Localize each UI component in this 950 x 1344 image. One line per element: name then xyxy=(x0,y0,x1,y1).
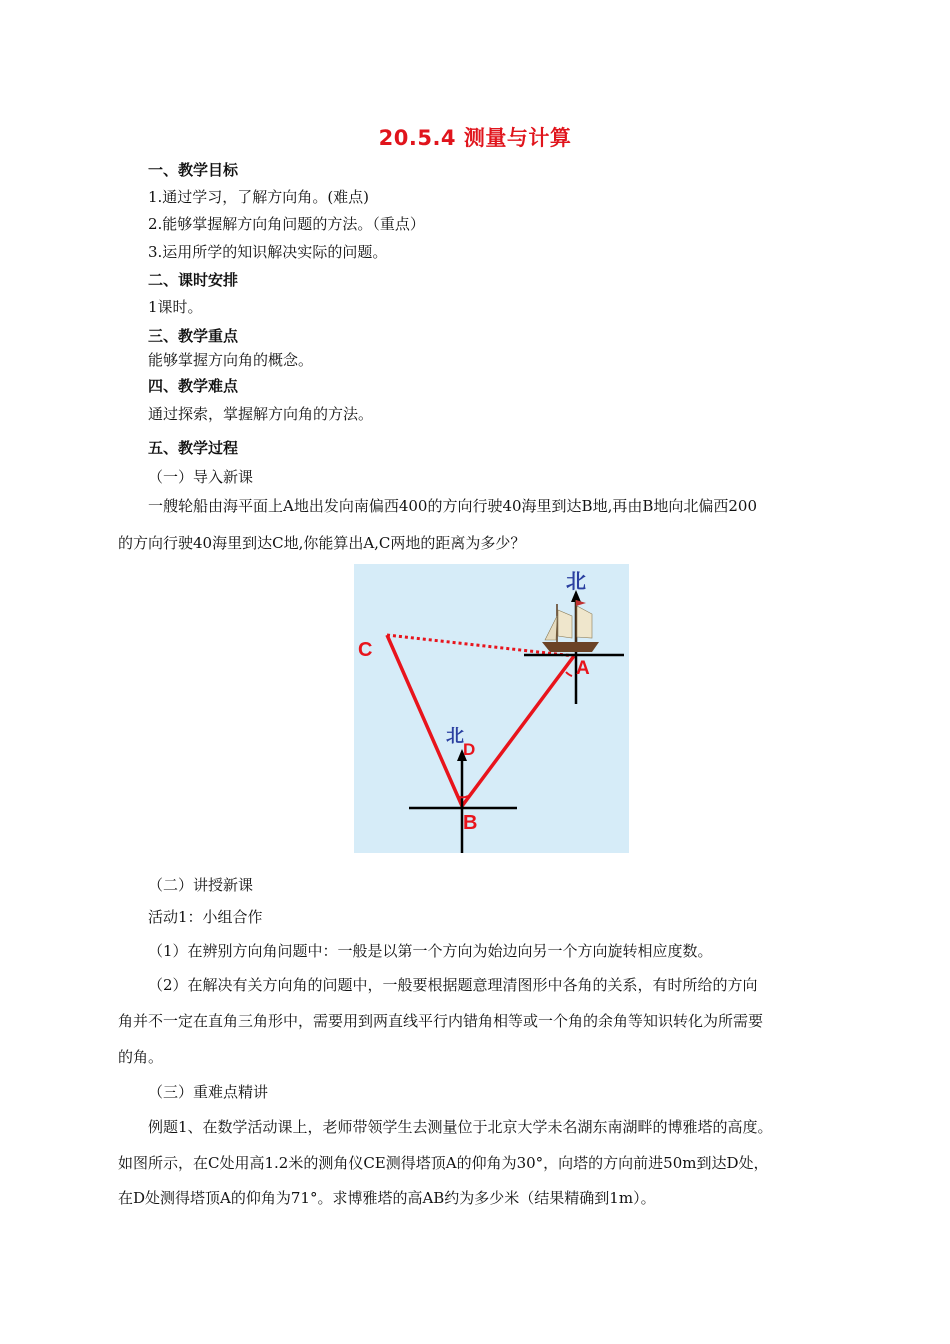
point-2-line-3: 的角。 xyxy=(118,1048,164,1066)
example-line-3: 在D处测得塔顶A的仰角为71°。求博雅塔的高AB约为多少米（结果精确到1m）。 xyxy=(118,1189,656,1207)
goal-3: 3.运用所学的知识解决实际的问题。 xyxy=(148,243,388,261)
subheading-key-explanation: （三）重难点精讲 xyxy=(148,1083,269,1101)
point-1: （1）在辨别方向角问题中：一般是以第一个方向为始边向另一个方向旋转相应度数。 xyxy=(148,942,713,960)
heading-process: 五、教学过程 xyxy=(148,439,239,457)
page-title: 20.5.4 测量与计算 xyxy=(378,126,572,150)
point-label-b: B xyxy=(463,812,478,834)
ship-icon xyxy=(542,600,599,652)
point-label-d: D xyxy=(463,740,476,759)
goal-2: 2.能够掌握解方向角问题的方法。（重点） xyxy=(148,215,425,233)
heading-key-points: 三、教学重点 xyxy=(148,327,239,345)
example-line-2: 如图所示，在C处用高1.2米的测角仪CE测得塔顶A的仰角为30°，向塔的方向前进50m到达D处， xyxy=(118,1154,769,1172)
point-label-a: A xyxy=(576,658,590,679)
heading-schedule: 二、课时安排 xyxy=(148,271,239,289)
intro-paragraph-line-2: 的方向行驶40海里到达C地,你能算出A,C两地的距离为多少？ xyxy=(118,534,526,552)
heading-difficulties: 四、教学难点 xyxy=(148,377,239,395)
subheading-intro: （一）导入新课 xyxy=(148,468,254,486)
north-label-bottom: 北 xyxy=(446,726,464,747)
key-points-text: 能够掌握方向角的概念。 xyxy=(148,351,314,369)
activity-title: 活动1：小组合作 xyxy=(148,908,263,926)
point-2-line-1: （2）在解决有关方向角的问题中，一般要根据题意理清图形中各角的关系，有时所给的方向 xyxy=(148,976,758,994)
point-2-line-2: 角并不一定在直角三角形中，需要用到两直线平行内错角相等或一个角的余角等知识转化为所需要 xyxy=(118,1012,764,1030)
north-label-top: 北 xyxy=(566,569,586,593)
goal-1: 1.通过学习，了解方向角。(难点) xyxy=(148,188,370,206)
schedule-text: 1课时。 xyxy=(148,298,203,316)
navigation-diagram xyxy=(354,564,629,853)
point-label-c: C xyxy=(358,639,373,661)
intro-paragraph-line-1: 一艘轮船由海平面上A地出发向南偏西400的方向行驶40海里到达B地,再由B地向北偏西200 xyxy=(148,497,757,515)
example-line-1: 例题1、在数学活动课上，老师带领学生去测量位于北京大学未名湖东南湖畔的博雅塔的高度。 xyxy=(148,1118,773,1136)
difficulties-text: 通过探索，掌握解方向角的方法。 xyxy=(148,405,374,423)
heading-teaching-goals: 一、教学目标 xyxy=(148,161,239,179)
subheading-new-lesson: （二）讲授新课 xyxy=(148,876,254,894)
